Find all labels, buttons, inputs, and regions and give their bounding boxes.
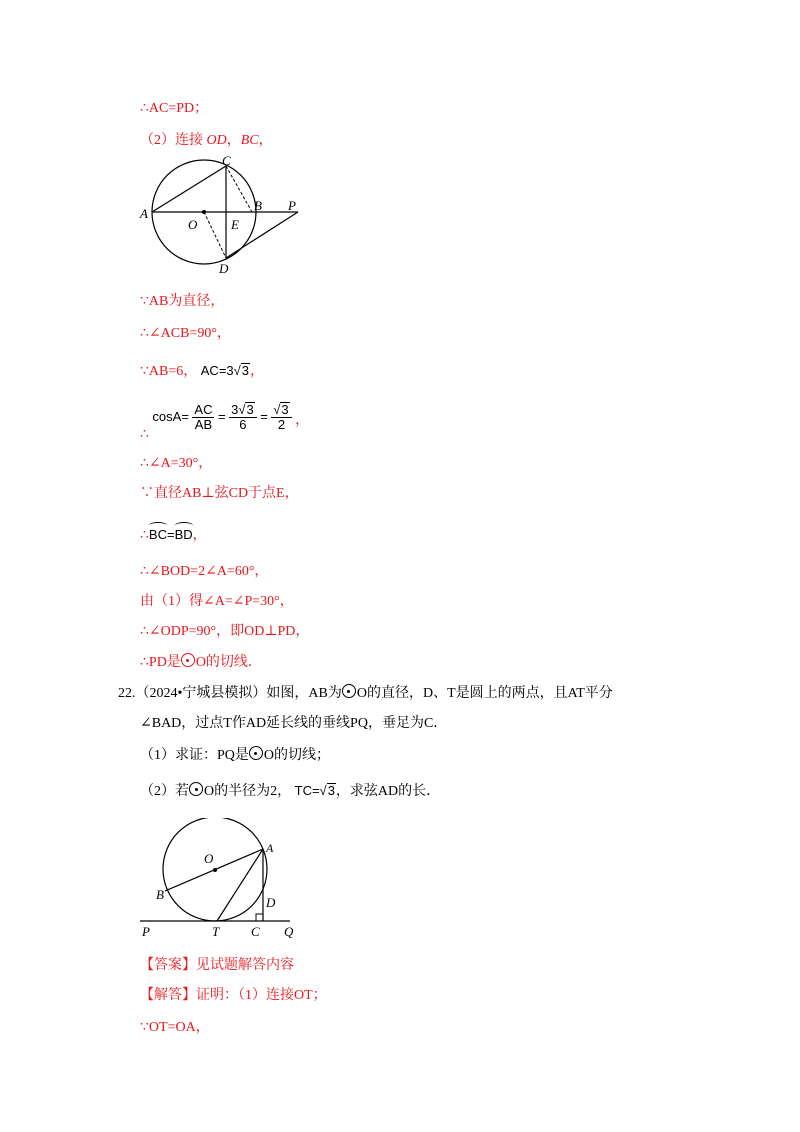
text-line: ∴AC=PD； — [140, 101, 209, 116]
label-B: B — [254, 198, 262, 213]
geometry-figure-2 — [138, 818, 300, 942]
label-A: A — [266, 841, 274, 855]
text: O的切线． — [195, 655, 262, 670]
text: ∴ — [140, 528, 149, 543]
text: 22.（2024•宁城县模拟）如图，AB为 — [118, 686, 342, 701]
text: ， — [250, 364, 265, 379]
text-line — [140, 746, 330, 765]
text: = — [217, 409, 226, 424]
label-D: D — [219, 261, 229, 276]
text-line: ∠BAD，过点T作AD延长线的垂线PQ，垂足为C． — [140, 716, 448, 731]
text: BC — [240, 133, 259, 148]
label-D: D — [266, 895, 276, 910]
text-line: ∵OT=OA， — [140, 1020, 210, 1035]
solution-label: 【解答】证明：（1）连接OT； — [140, 988, 327, 1003]
arc-BC: BC — [149, 522, 167, 544]
label-Q: Q — [284, 924, 294, 939]
label-O: O — [188, 217, 198, 232]
text: ∴PD是 — [140, 655, 181, 670]
text-line: ∴∠BOD=2∠A=60°， — [140, 564, 269, 579]
text: 3 — [327, 783, 335, 798]
text-line: 由（1）得∠A=∠P=30°， — [140, 594, 294, 609]
label-B: B — [156, 887, 164, 902]
text-line: ∴∠ODP=90°，即OD⊥PD， — [140, 624, 310, 639]
label-E: E — [231, 217, 239, 232]
text: ，求弦AD的长． — [335, 784, 441, 799]
circle-dot-symbol — [249, 746, 263, 760]
text-line — [140, 653, 262, 672]
text: ∴ — [140, 427, 149, 443]
text-line — [140, 401, 310, 443]
fraction: $\frac{3√3}{6}$ — [229, 402, 257, 432]
text: （1）求证：PQ是 — [140, 748, 249, 763]
text-line: ∴∠ACB=90°， — [140, 326, 231, 341]
text: OD — [206, 133, 227, 148]
text: 3 — [241, 363, 250, 378]
text: = — [166, 527, 175, 542]
text: O的半径为2， — [204, 784, 292, 799]
text: ， — [258, 133, 273, 148]
text: （2）连接 — [140, 133, 203, 148]
text-line: ∵AB=6， AC=3√3， — [140, 363, 265, 379]
text: O的切线； — [263, 748, 331, 763]
circle-dot-symbol — [181, 653, 195, 667]
fraction: $\frac{√3}{2}$ — [271, 402, 291, 432]
label-C: C — [251, 924, 260, 939]
text-line: （2）若 O的半径为2， TC=√3，求弦AD的长． — [140, 783, 441, 799]
arc-BD: BD — [175, 522, 193, 544]
label-C: C — [222, 153, 231, 168]
text: = — [260, 409, 268, 424]
text-line: ∵AB为直径， — [140, 294, 225, 309]
text: ∵AB=6， — [140, 364, 198, 379]
text: AC=3 — [200, 363, 234, 378]
geometry-figure-1 — [138, 152, 308, 280]
text-line — [140, 522, 207, 545]
text-line: ∴∠A=30°， — [140, 456, 213, 471]
answer-label: 【答案】见试题解答内容 — [140, 958, 294, 973]
text: cosA= — [152, 409, 189, 424]
circle-dot-symbol — [342, 684, 356, 698]
text-line: ∵直径AB⊥弦CD于点E， — [140, 486, 299, 501]
circle-dot-symbol — [189, 782, 203, 796]
question-22 — [118, 684, 613, 703]
text: O的直径，D、T是圆上的两点，且AT平分 — [356, 686, 613, 701]
label-P: P — [288, 198, 296, 213]
label-P: P — [142, 924, 150, 939]
fraction: $\frac{AC}{AB}$ — [194, 401, 213, 432]
label-O: O — [204, 851, 214, 866]
label-T: T — [212, 924, 220, 939]
text-line — [140, 132, 273, 150]
text: ， — [295, 413, 310, 429]
label-A: A — [140, 206, 148, 221]
text: ， — [226, 133, 241, 148]
text: ， — [192, 528, 207, 543]
text: （2）若 — [140, 784, 189, 799]
text: TC= — [294, 783, 320, 798]
